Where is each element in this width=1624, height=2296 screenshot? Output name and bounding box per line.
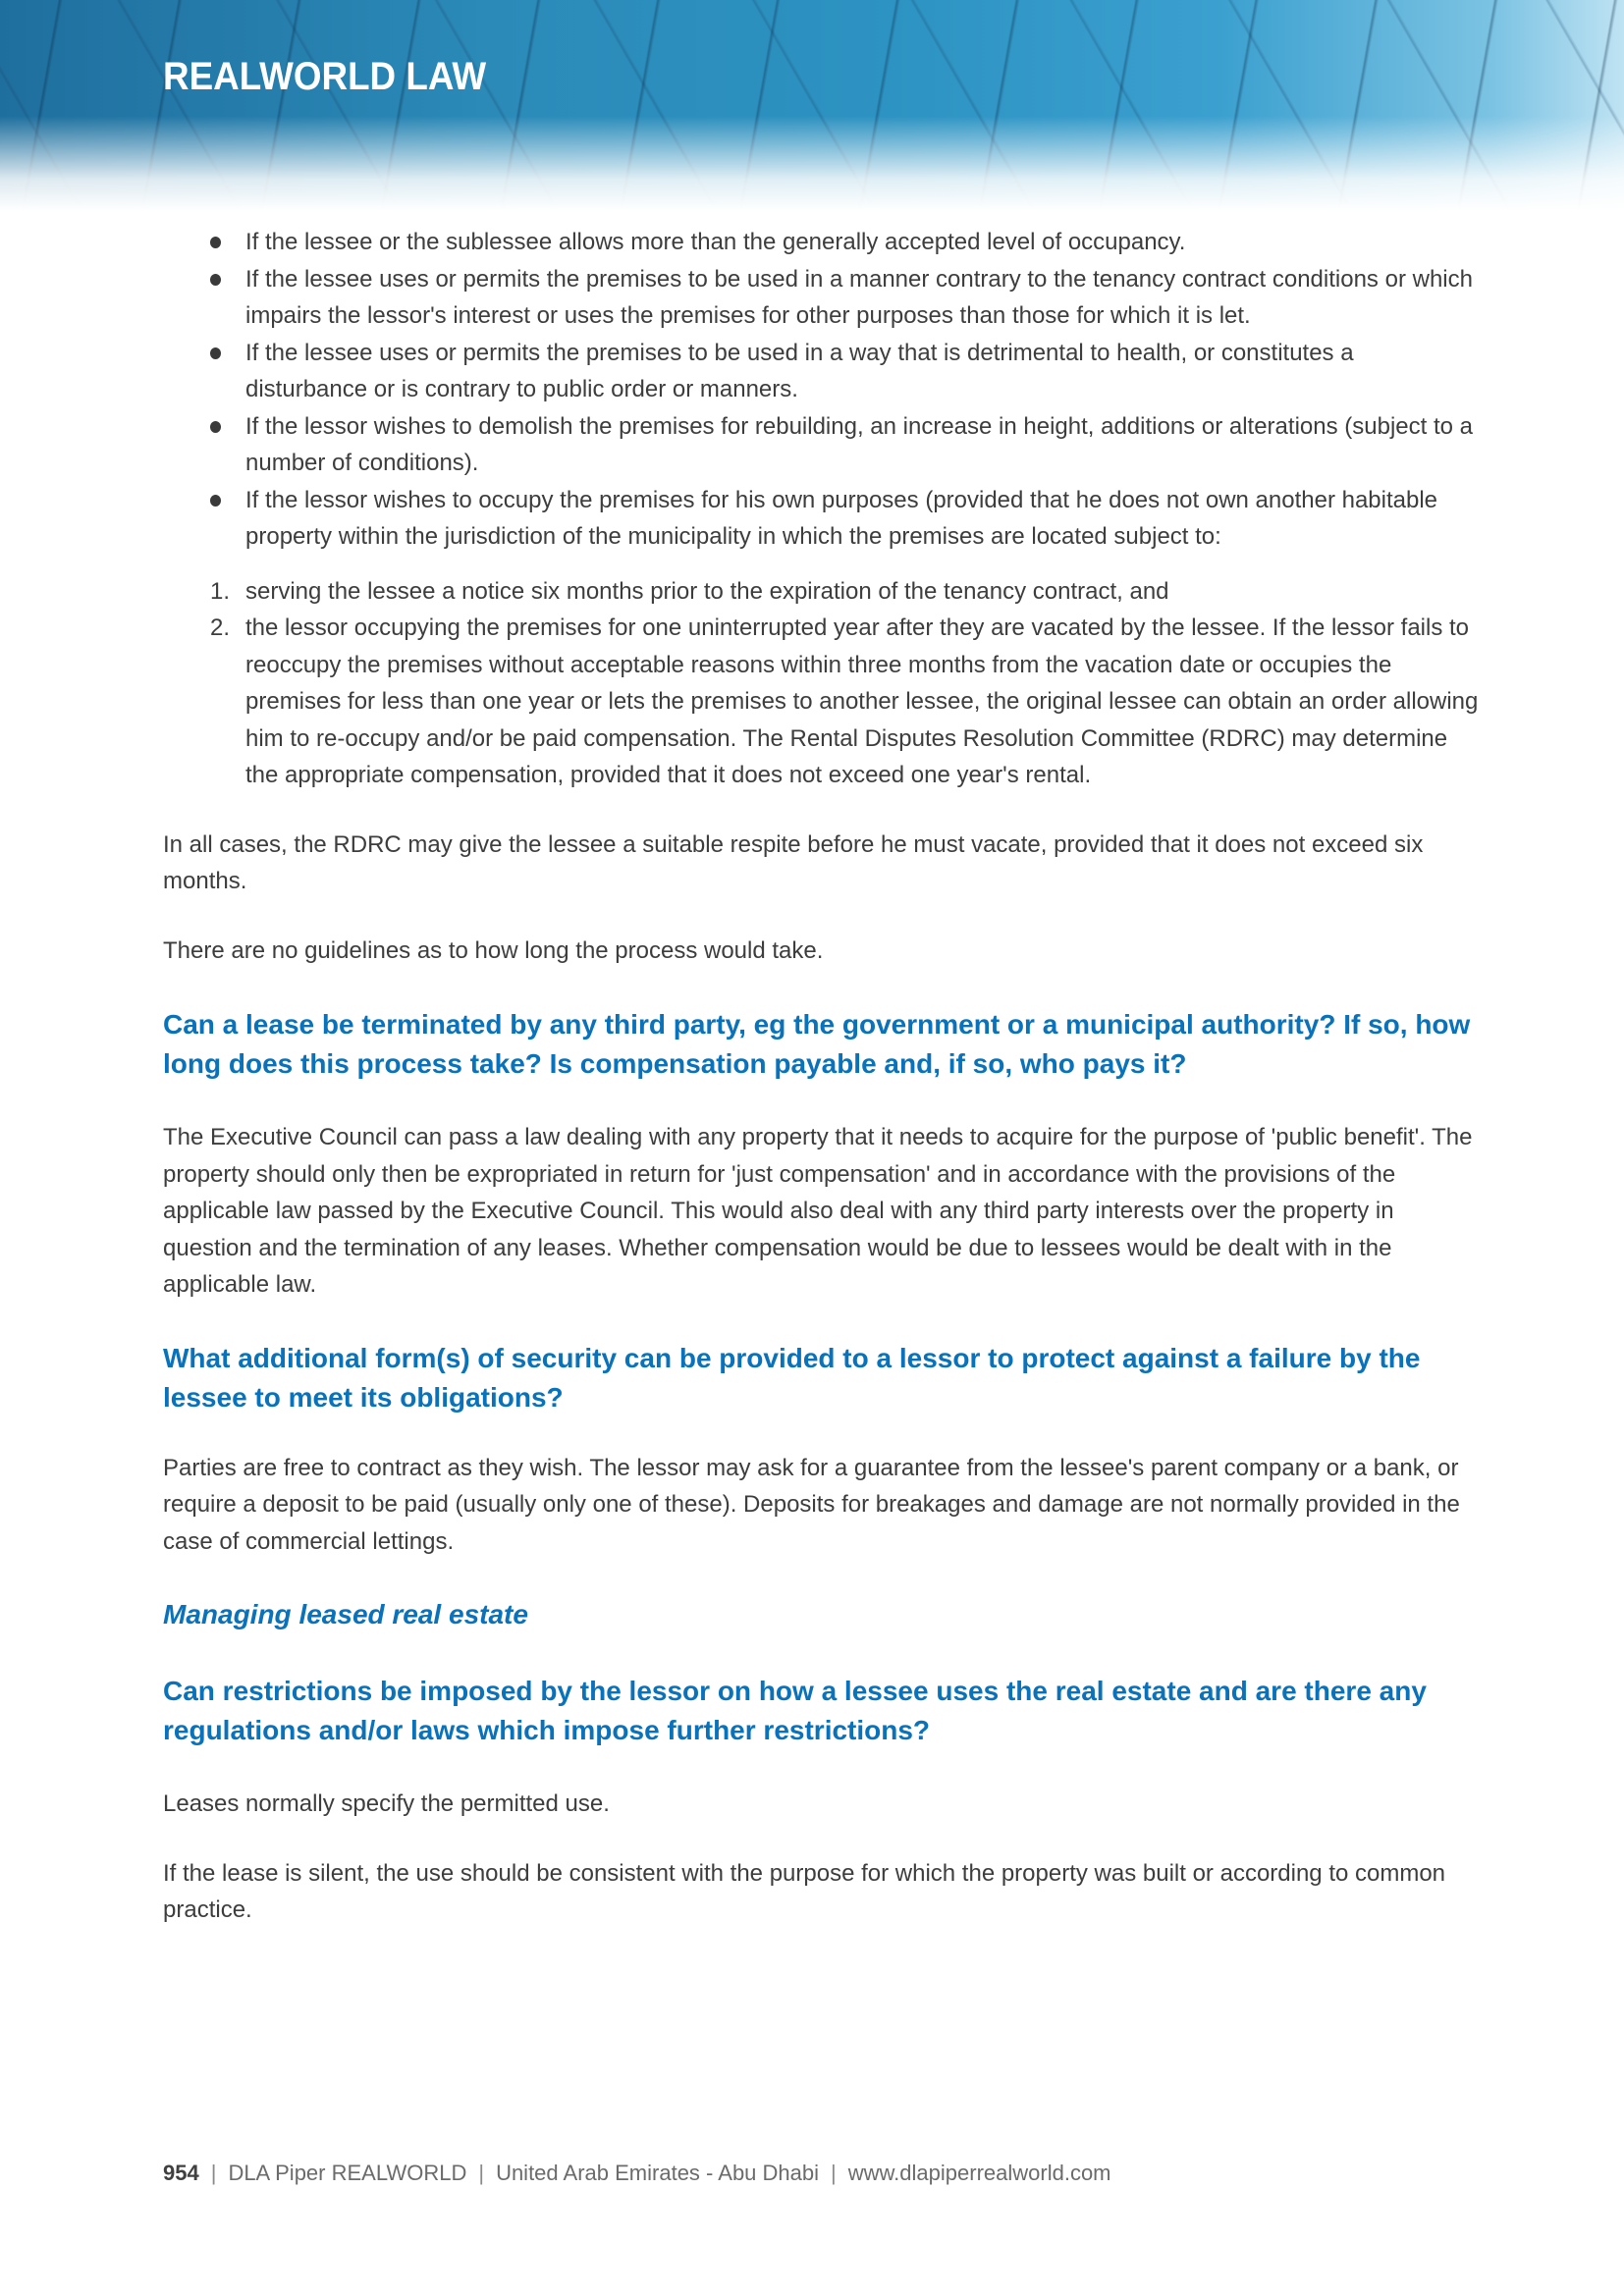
header-banner [0, 0, 1624, 211]
question-heading-restrictions: Can restrictions be imposed by the lessor on how a lessee uses the real estate and are there any regulations and/or laws which impose further restrictions? [163, 1676, 1427, 1745]
page-footer [163, 2161, 1111, 2186]
section-heading-managing: Managing leased real estate [163, 1599, 528, 1629]
list-item [163, 408, 1479, 482]
footer-separator: | [478, 2161, 485, 2185]
list-item-text: If the lessor wishes to demolish the premises for rebuilding, an increase in height, additions or alterations (subject to a number of conditions). [245, 412, 1473, 476]
bullet-icon [210, 347, 221, 359]
question-heading-third-party: Can a lease be terminated by any third party, eg the government or a municipal authority? If so, how long does this process take? Is compensation payable and, if so, who pays it? [163, 1009, 1471, 1079]
bullet-icon [210, 495, 221, 507]
answer-paragraph: Parties are free to contract as they wish. The lessor may ask for a guarantee from the lessee's parent company or a bank, or require a deposit to be paid (usually only one of these). Deposits for breakages and damage are not normally provided in the case of commercial lettings. [163, 1454, 1460, 1555]
list-item-text: If the lessee or the sublessee allows more than the generally accepted level of occupancy. [245, 229, 1186, 255]
footer-separator: | [210, 2161, 217, 2185]
page-content [163, 224, 1479, 1929]
footer-publication: DLA Piper REALWORLD [228, 2161, 467, 2185]
bullet-icon [210, 237, 221, 248]
footer-website-link[interactable]: www.dlapiperrealworld.com [847, 2161, 1111, 2185]
numbered-item [163, 573, 1479, 611]
item-number: 1. [210, 577, 231, 605]
question-heading-security: What additional form(s) of security can be provided to a lessor to protect against a failure by the lessee to meet its obligations? [163, 1342, 1421, 1413]
conditions-list [163, 573, 1479, 794]
header-title: REALWORLD LAW [163, 55, 487, 98]
list-item [163, 224, 1479, 261]
answer-paragraph: Leases normally specify the permitted use. [163, 1790, 610, 1817]
numbered-item-text: the lessor occupying the premises for one uninterrupted year after they are vacated by the lessee. If the lessor fails to reoccupy the premises without acceptable reasons within three months from the vacation date or occupies the premises for less than one year or lets the premises to another lessee, the original lessee can obtain an order allowing him to re-occupy and/or be paid compensation. The Rental Disputes Resolution Committee (RDRC) may determine the appropriate compensation, provided that it does not exceed one year's rental. [245, 614, 1479, 788]
numbered-item-text: serving the lessee a notice six months prior to the expiration of the tenancy contract, and [245, 577, 1169, 605]
bullet-icon [210, 274, 221, 286]
list-item [163, 335, 1479, 408]
list-item-text: If the lessee uses or permits the premises to be used in a manner contrary to the tenancy contract conditions or which impairs the lessor's interest or uses the premises for other purposes than those for which it is let. [245, 265, 1473, 329]
answer-paragraph: The Executive Council can pass a law dealing with any property that it needs to acquire for the purpose of 'public benefit'. The property should only then be expropriated in return for 'just compensation' and in accordance with the provisions of the applicable law passed by the Executive Council. This would also deal with any third party interests over the property in question and the termination of any leases. Whether compensation would be due to lessees would be dealt with in the applicable law. [163, 1124, 1473, 1298]
footer-separator: | [831, 2161, 837, 2185]
footer-jurisdiction: United Arab Emirates - Abu Dhabi [496, 2161, 820, 2185]
list-item-text: If the lessee uses or permits the premises to be used in a way that is detrimental to health, or constitutes a disturbance or is contrary to public order or manners. [245, 339, 1354, 402]
termination-grounds-list [163, 224, 1479, 556]
bullet-icon [210, 421, 221, 433]
page-number: 954 [163, 2161, 199, 2185]
list-item-text: If the lessor wishes to occupy the premises for his own purposes (provided that he does not own another habitable property within the jurisdiction of the municipality in which the premises are located subject to: [245, 486, 1438, 550]
list-item [163, 261, 1479, 335]
paragraph-all-cases: In all cases, the RDRC may give the lessee a suitable respite before he must vacate, provided that it does not exceed six months. [163, 830, 1424, 894]
numbered-item [163, 610, 1479, 794]
item-number: 2. [210, 614, 231, 641]
paragraph-no-guidelines: There are no guidelines as to how long the process would take. [163, 936, 824, 964]
answer-paragraph: If the lease is silent, the use should be consistent with the purpose for which the property was built or according to common practice. [163, 1859, 1446, 1923]
list-item [163, 482, 1479, 556]
